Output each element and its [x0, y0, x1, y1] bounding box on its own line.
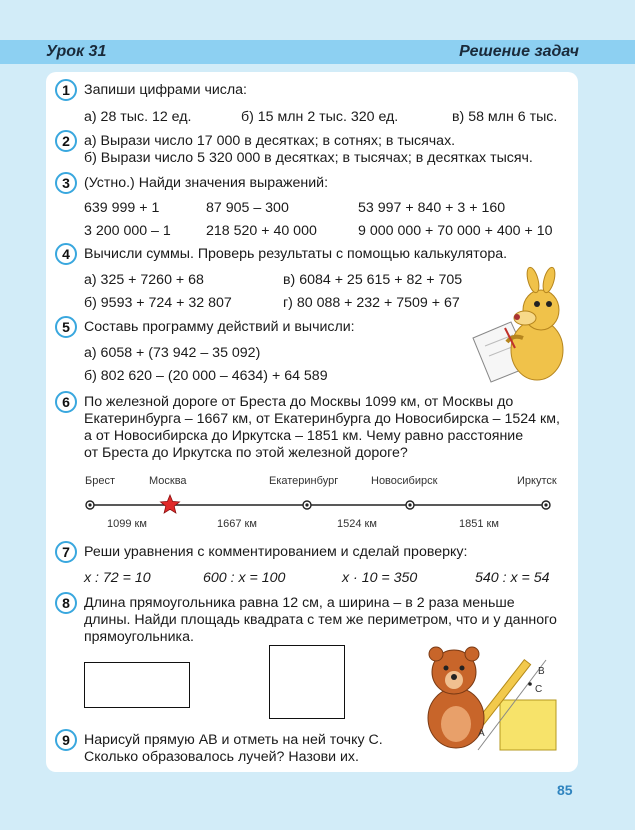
station-moscow-star [161, 495, 180, 513]
task-6-line: от Бреста до Иркутска по этой железной дороге? [84, 445, 408, 461]
task-number-1: 1 [55, 79, 77, 101]
bear-illustration [418, 640, 568, 752]
task-3-expr: 9 000 000 + 70 000 + 400 + 10 [358, 223, 553, 239]
task-8-line: длины. Найди площадь квадрата с тем же периметром, что и у данного [84, 612, 557, 628]
task-8-line: прямоугольника. [84, 629, 194, 645]
task-3-expr: 3 200 000 – 1 [84, 223, 171, 239]
task-number-4: 4 [55, 243, 77, 265]
task-3-expr: 639 999 + 1 [84, 200, 160, 216]
task-7-equation: 540 : x = 54 [475, 570, 550, 586]
station-brest [86, 501, 94, 509]
city-label: Москва [149, 475, 187, 487]
task-3-expr: 53 997 + 840 + 3 + 160 [358, 200, 506, 216]
task-6-line: Екатеринбурга – 1667 км, от Екатеринбурга до Новосибирска – 1524 км, [84, 411, 560, 427]
distance-label: 1851 км [459, 518, 499, 530]
task-1-text: Запиши цифрами числа: [84, 82, 247, 98]
task-number-3: 3 [55, 172, 77, 194]
task-4-g: г) 80 088 + 232 + 7509 + 67 [283, 295, 460, 311]
task-number-2: 2 [55, 130, 77, 152]
task-1-b: б) 15 млн 2 тыс. 320 ед. [241, 109, 399, 125]
task-4-text: Вычисли суммы. Проверь результаты с помощью калькулятора. [84, 246, 508, 262]
square-figure [269, 645, 345, 719]
distance-label: 1667 км [217, 518, 257, 530]
task-4-v: в) 6084 + 25 615 + 82 + 705 [283, 272, 463, 288]
task-6-line: По железной дороге от Бреста до Москвы 1099 км, от Москвы до [84, 394, 514, 410]
distance-label: 1099 км [107, 518, 147, 530]
task-9-line: Сколько образовалось лучей? Назови их. [84, 749, 359, 765]
task-4-b: б) 9593 + 724 + 32 807 [84, 295, 232, 311]
station-irkutsk [542, 501, 550, 509]
point-b-label: B [538, 666, 545, 677]
task-7-text: Реши уравнения с комментированием и сделай проверку: [84, 544, 468, 560]
task-6-line: а от Новосибирска до Иркутска – 1851 км. Чему равно расстояние [84, 428, 524, 444]
task-number-9: 9 [55, 729, 77, 751]
task-7-equation: x : 72 = 10 [84, 570, 151, 586]
city-label: Новосибирск [371, 475, 438, 487]
task-2-b: б) Вырази число 5 320 000 в десятках; в тысячах; в десятках тысяч. [84, 150, 533, 166]
task-number-5: 5 [55, 316, 77, 338]
task-7-equation: x · 10 = 350 [342, 570, 418, 586]
lesson-topic: Решение задач [459, 43, 579, 60]
task-1-a: а) 28 тыс. 12 ед. [84, 109, 192, 125]
city-label: Екатеринбург [269, 475, 339, 487]
task-8-line: Длина прямоугольника равна 12 см, а ширина – в 2 раза меньше [84, 595, 515, 611]
task-5-a: а) 6058 + (73 942 – 35 092) [84, 345, 261, 361]
task-3-expr: 87 905 – 300 [206, 200, 289, 216]
page-number: 85 [557, 782, 573, 798]
station-novosibirsk [406, 501, 414, 509]
task-4-a: а) 325 + 7260 + 68 [84, 272, 204, 288]
task-5-b: б) 802 620 – (20 000 – 4634) + 64 589 [84, 368, 328, 384]
task-3-expr: 218 520 + 40 000 [206, 223, 317, 239]
task-2-a: а) Вырази число 17 000 в десятках; в сотнях; в тысячах. [84, 133, 456, 149]
point-c-label: C [535, 684, 543, 695]
rectangle-figure [84, 662, 190, 708]
city-label: Иркутск [517, 475, 557, 487]
point-a-label: A [478, 728, 485, 739]
lesson-number: Урок 31 [46, 43, 107, 60]
task-5-text: Составь программу действий и вычисли: [84, 319, 355, 335]
task-9-line: Нарисуй прямую AB и отметь на ней точку C. [84, 732, 383, 748]
task-7-equation: 600 : x = 100 [203, 570, 286, 586]
task-1-c: в) 58 млн 6 тыс. [452, 109, 558, 125]
task-number-7: 7 [55, 541, 77, 563]
task-number-6: 6 [55, 391, 77, 413]
city-label: Брест [85, 475, 115, 487]
task-number-8: 8 [55, 592, 77, 614]
distance-label: 1524 км [337, 518, 377, 530]
task-3-text: (Устно.) Найди значения выражений: [84, 175, 329, 191]
station-yekaterinburg [303, 501, 311, 509]
